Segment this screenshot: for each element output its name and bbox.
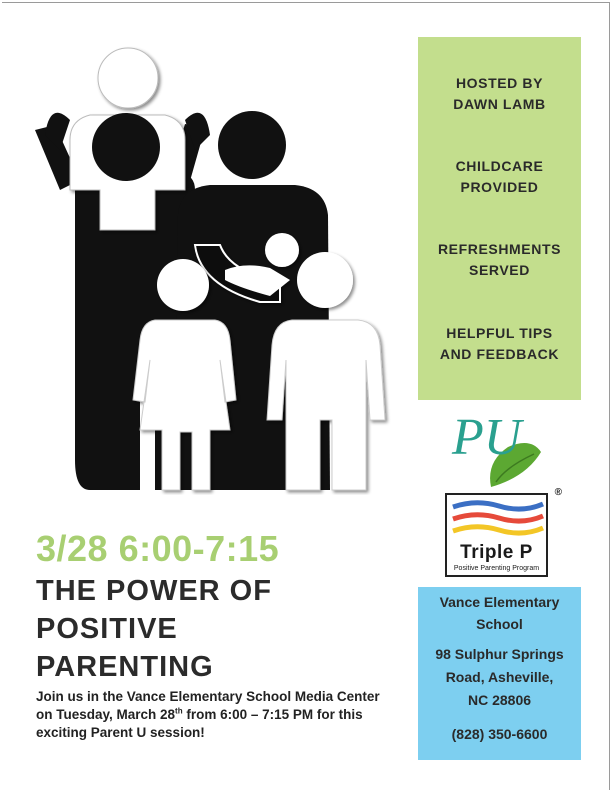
triple-p-title: Triple P (460, 542, 533, 563)
title-line2: POSITIVE (36, 613, 178, 645)
school-line2: School (476, 616, 523, 632)
phone-number: (828) 350-6600 (451, 726, 548, 742)
description-sup: th (175, 706, 183, 716)
childcare-line2: PROVIDED (460, 179, 539, 195)
hosted-by-line2: DAWN LAMB (453, 96, 546, 112)
event-description (36, 688, 396, 742)
triple-p-subtitle: Positive Parenting Program (453, 565, 540, 572)
triple-p-logo (442, 487, 562, 579)
helpful-tips (418, 323, 581, 365)
school-line1: Vance Elementary (439, 594, 560, 610)
description-part1: Join us in the Vance Elementary School Media Center on Tuesday, March 28 (36, 689, 380, 722)
description-part2: from 6:00 – 7:15 PM for this exciting Parent U session! (36, 707, 363, 740)
father-head (92, 113, 160, 181)
helpful-tips-line1: HELPFUL TIPS (446, 325, 553, 341)
address-line1: 98 Sulphur Springs (435, 646, 564, 662)
school-name (418, 591, 581, 635)
triple-p-box (445, 493, 548, 577)
refreshments-line1: REFRESHMENTS (437, 241, 562, 257)
title-line3: PARENTING (36, 651, 214, 683)
parent-u-text: PU (452, 409, 522, 466)
helpful-tips-line2: AND FEEDBACK (439, 346, 560, 362)
event-date-time: 3/28 6:00-7:15 (36, 528, 280, 569)
title-line1: THE POWER OF (36, 575, 272, 607)
address-line2: Road, Asheville, (445, 669, 554, 685)
event-title (36, 572, 336, 686)
triple-p-waves (451, 499, 545, 539)
childcare (418, 156, 581, 198)
address (418, 643, 581, 712)
address-line3: NC 28806 (467, 692, 532, 708)
refreshments-line2: SERVED (469, 262, 530, 278)
childcare-line1: CHILDCARE (455, 158, 544, 174)
registered-mark: ® (554, 487, 562, 498)
family-illustration (30, 40, 395, 495)
refreshments (418, 239, 581, 281)
hosted-by-line1: HOSTED BY (455, 75, 544, 91)
hosted-by (418, 73, 581, 115)
parent-u-logo (446, 402, 546, 490)
features-panel (418, 37, 581, 400)
location-panel (418, 587, 581, 760)
